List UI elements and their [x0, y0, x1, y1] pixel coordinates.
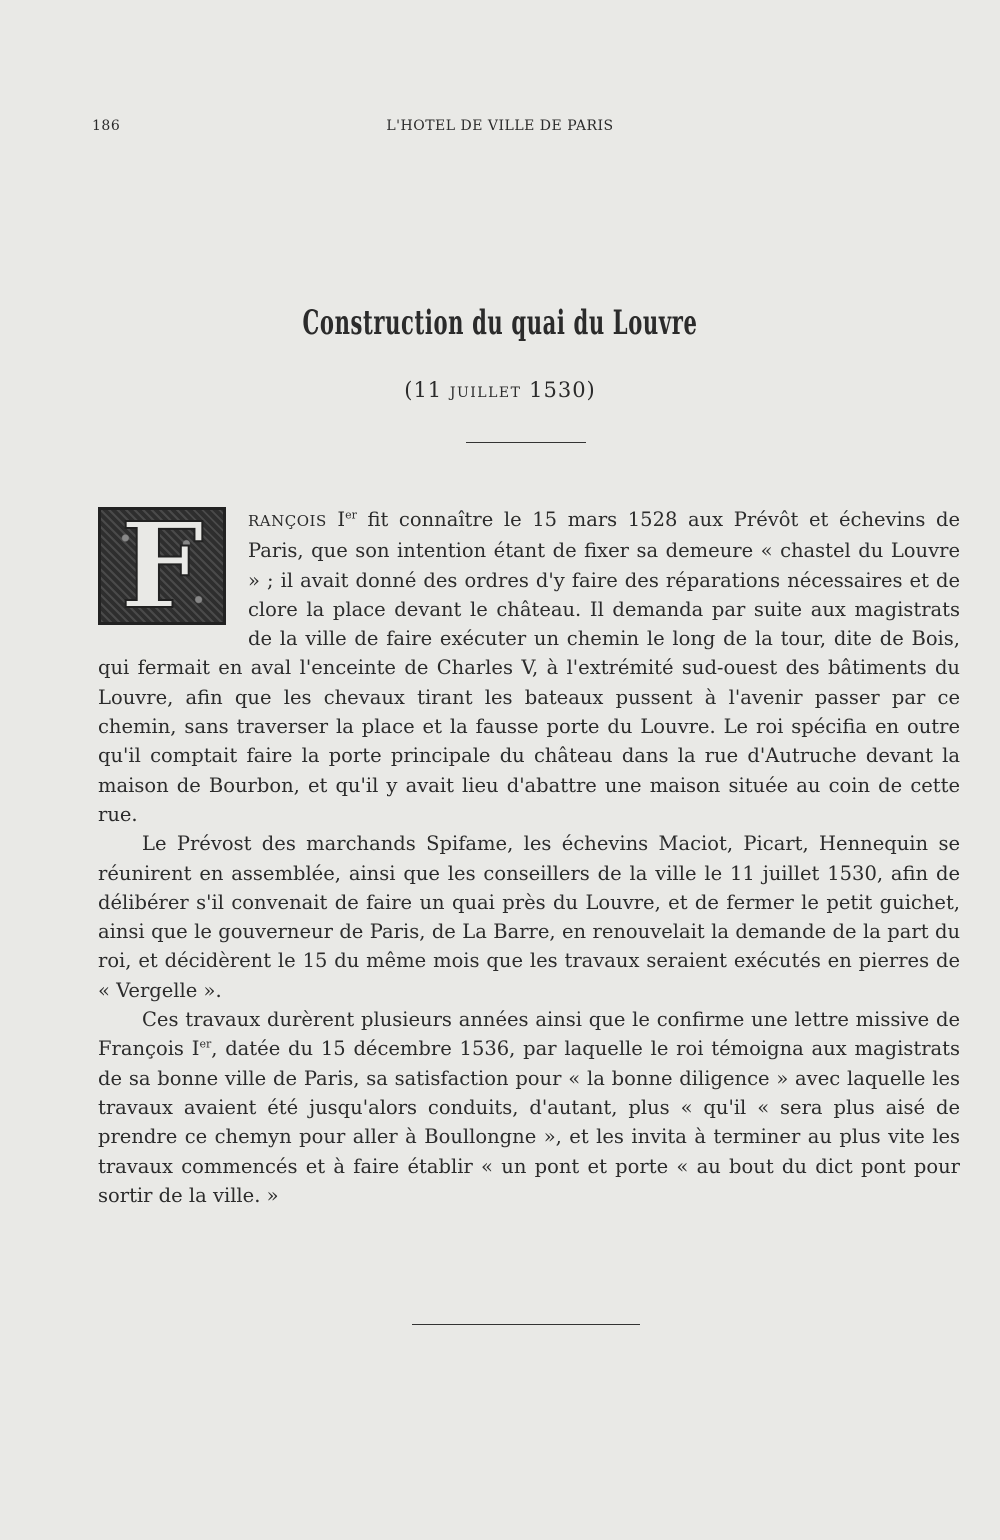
page-number: 186 — [92, 118, 121, 134]
date-close: 1530) — [521, 378, 596, 402]
dropcap-letter: F — [120, 496, 204, 635]
p3-part-b: , datée du 15 décembre 1536, par laquelle le roi témoigna aux magistrats de sa bonne ville de Paris, sa satisfaction pour « la bonne diligence » avec laquelle les travaux avaient été jusqu'alors conduits, d'autant, plus « qu'il « sera plus aisé de prendre ce chemyn pour aller à Boullongne », et les invita à terminer au plus vite les travaux commencés et à faire établir « un pont et porte « au bout du dict pont pour sortir de la ville. » — [98, 1037, 960, 1207]
date-month: JUILLET — [449, 385, 522, 401]
ornamental-dropcap — [98, 496, 226, 635]
paragraph-2: Le Prévost des marchands Spifame, les échevins Maciot, Picart, Hennequin se réunirent en assemblée, ainsi que les conseillers de la ville le 11 juillet 1530, afin de délibérer s'il convenait de faire un quai près du Louvre, et de fermer le petit guichet, ainsi que le gouverneur de Paris, de La Barre, en renouvelait la demande de la part du roi, et décidèrent le 15 du même mois que les travaux seraient exécutés en pierres de « Vergelle ». — [98, 832, 960, 1002]
end-divider — [412, 1324, 640, 1325]
chapter-date — [0, 378, 1000, 402]
p3-superscript: er — [199, 1037, 212, 1051]
p1-rest: fit connaître le 15 mars 1528 aux Prévôt et échevins de Paris, que son intention étant de fixer sa demeure « chastel du Louvre » ; il avait donné des ordres d'y faire des réparations nécessaires et de clore la place devant le château. Il demanda par suite aux magistrats de la ville de faire exécuter un chemin le long de la tour, dite de Bois, qui fermait en aval l'enceinte de Charles V, à l'extrémité sud-ouest des bâtiments du Louvre, afin que les chevaux tirant les bateaux pussent à l'avenir passer par ce chemin, sans traverser la place et la fausse porte du Louvre. Le roi spécifia en outre qu'il comptait faire la porte principale du château dans la rue d'Autruche devant la maison de Bourbon, et qu'il y avait lieu d'abattre une maison située au coin de cette rue. — [98, 508, 961, 826]
p1-superscript: er — [345, 508, 357, 522]
running-title: L'HOTEL DE VILLE DE PARIS — [386, 118, 614, 134]
body-text — [98, 496, 961, 1210]
paragraph-3 — [98, 1005, 960, 1210]
paragraph-1 — [98, 496, 961, 829]
p1-first: I — [326, 508, 346, 531]
chapter-title: Construction du quai du Louvre — [302, 303, 698, 343]
running-head — [92, 118, 908, 138]
p3-part-a: Ces travaux durèrent plusieurs années ainsi que le confirme une lettre missive de François I — [98, 1008, 960, 1061]
title-divider — [466, 442, 586, 443]
date-open: (11 — [404, 378, 450, 402]
opening-smallcaps: RANÇOIS — [248, 512, 327, 530]
